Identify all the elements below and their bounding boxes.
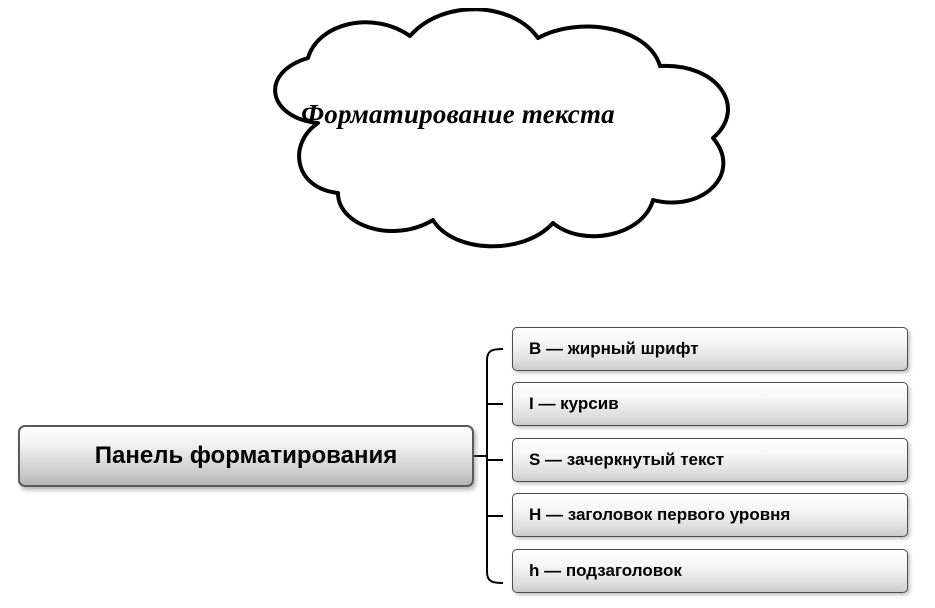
leaf-label-italic: I — курсив [529, 394, 619, 413]
leaf-node-bold[interactable] [512, 327, 908, 371]
cloud-label: Форматирование текста [301, 98, 615, 129]
leaf-label-strikethrough: S — зачеркнутый текст [529, 450, 725, 469]
leaf-node-strikethrough[interactable] [512, 438, 908, 482]
leaf-label-heading-one: H — заголовок первого уровня [529, 505, 791, 524]
cloud-shape [148, 8, 768, 258]
main-node-label: Панель форматирования [94, 442, 398, 469]
leaf-label-bold: B — жирный шрифт [529, 339, 699, 358]
leaf-label-subheading: h — подзаголовок [529, 561, 682, 580]
leaf-node-subheading[interactable] [512, 549, 908, 593]
cloud-outline-icon [148, 8, 768, 258]
leaf-node-heading-one[interactable] [512, 493, 908, 537]
leaf-node-italic[interactable] [512, 382, 908, 426]
main-node-formatting-panel[interactable] [18, 425, 474, 487]
